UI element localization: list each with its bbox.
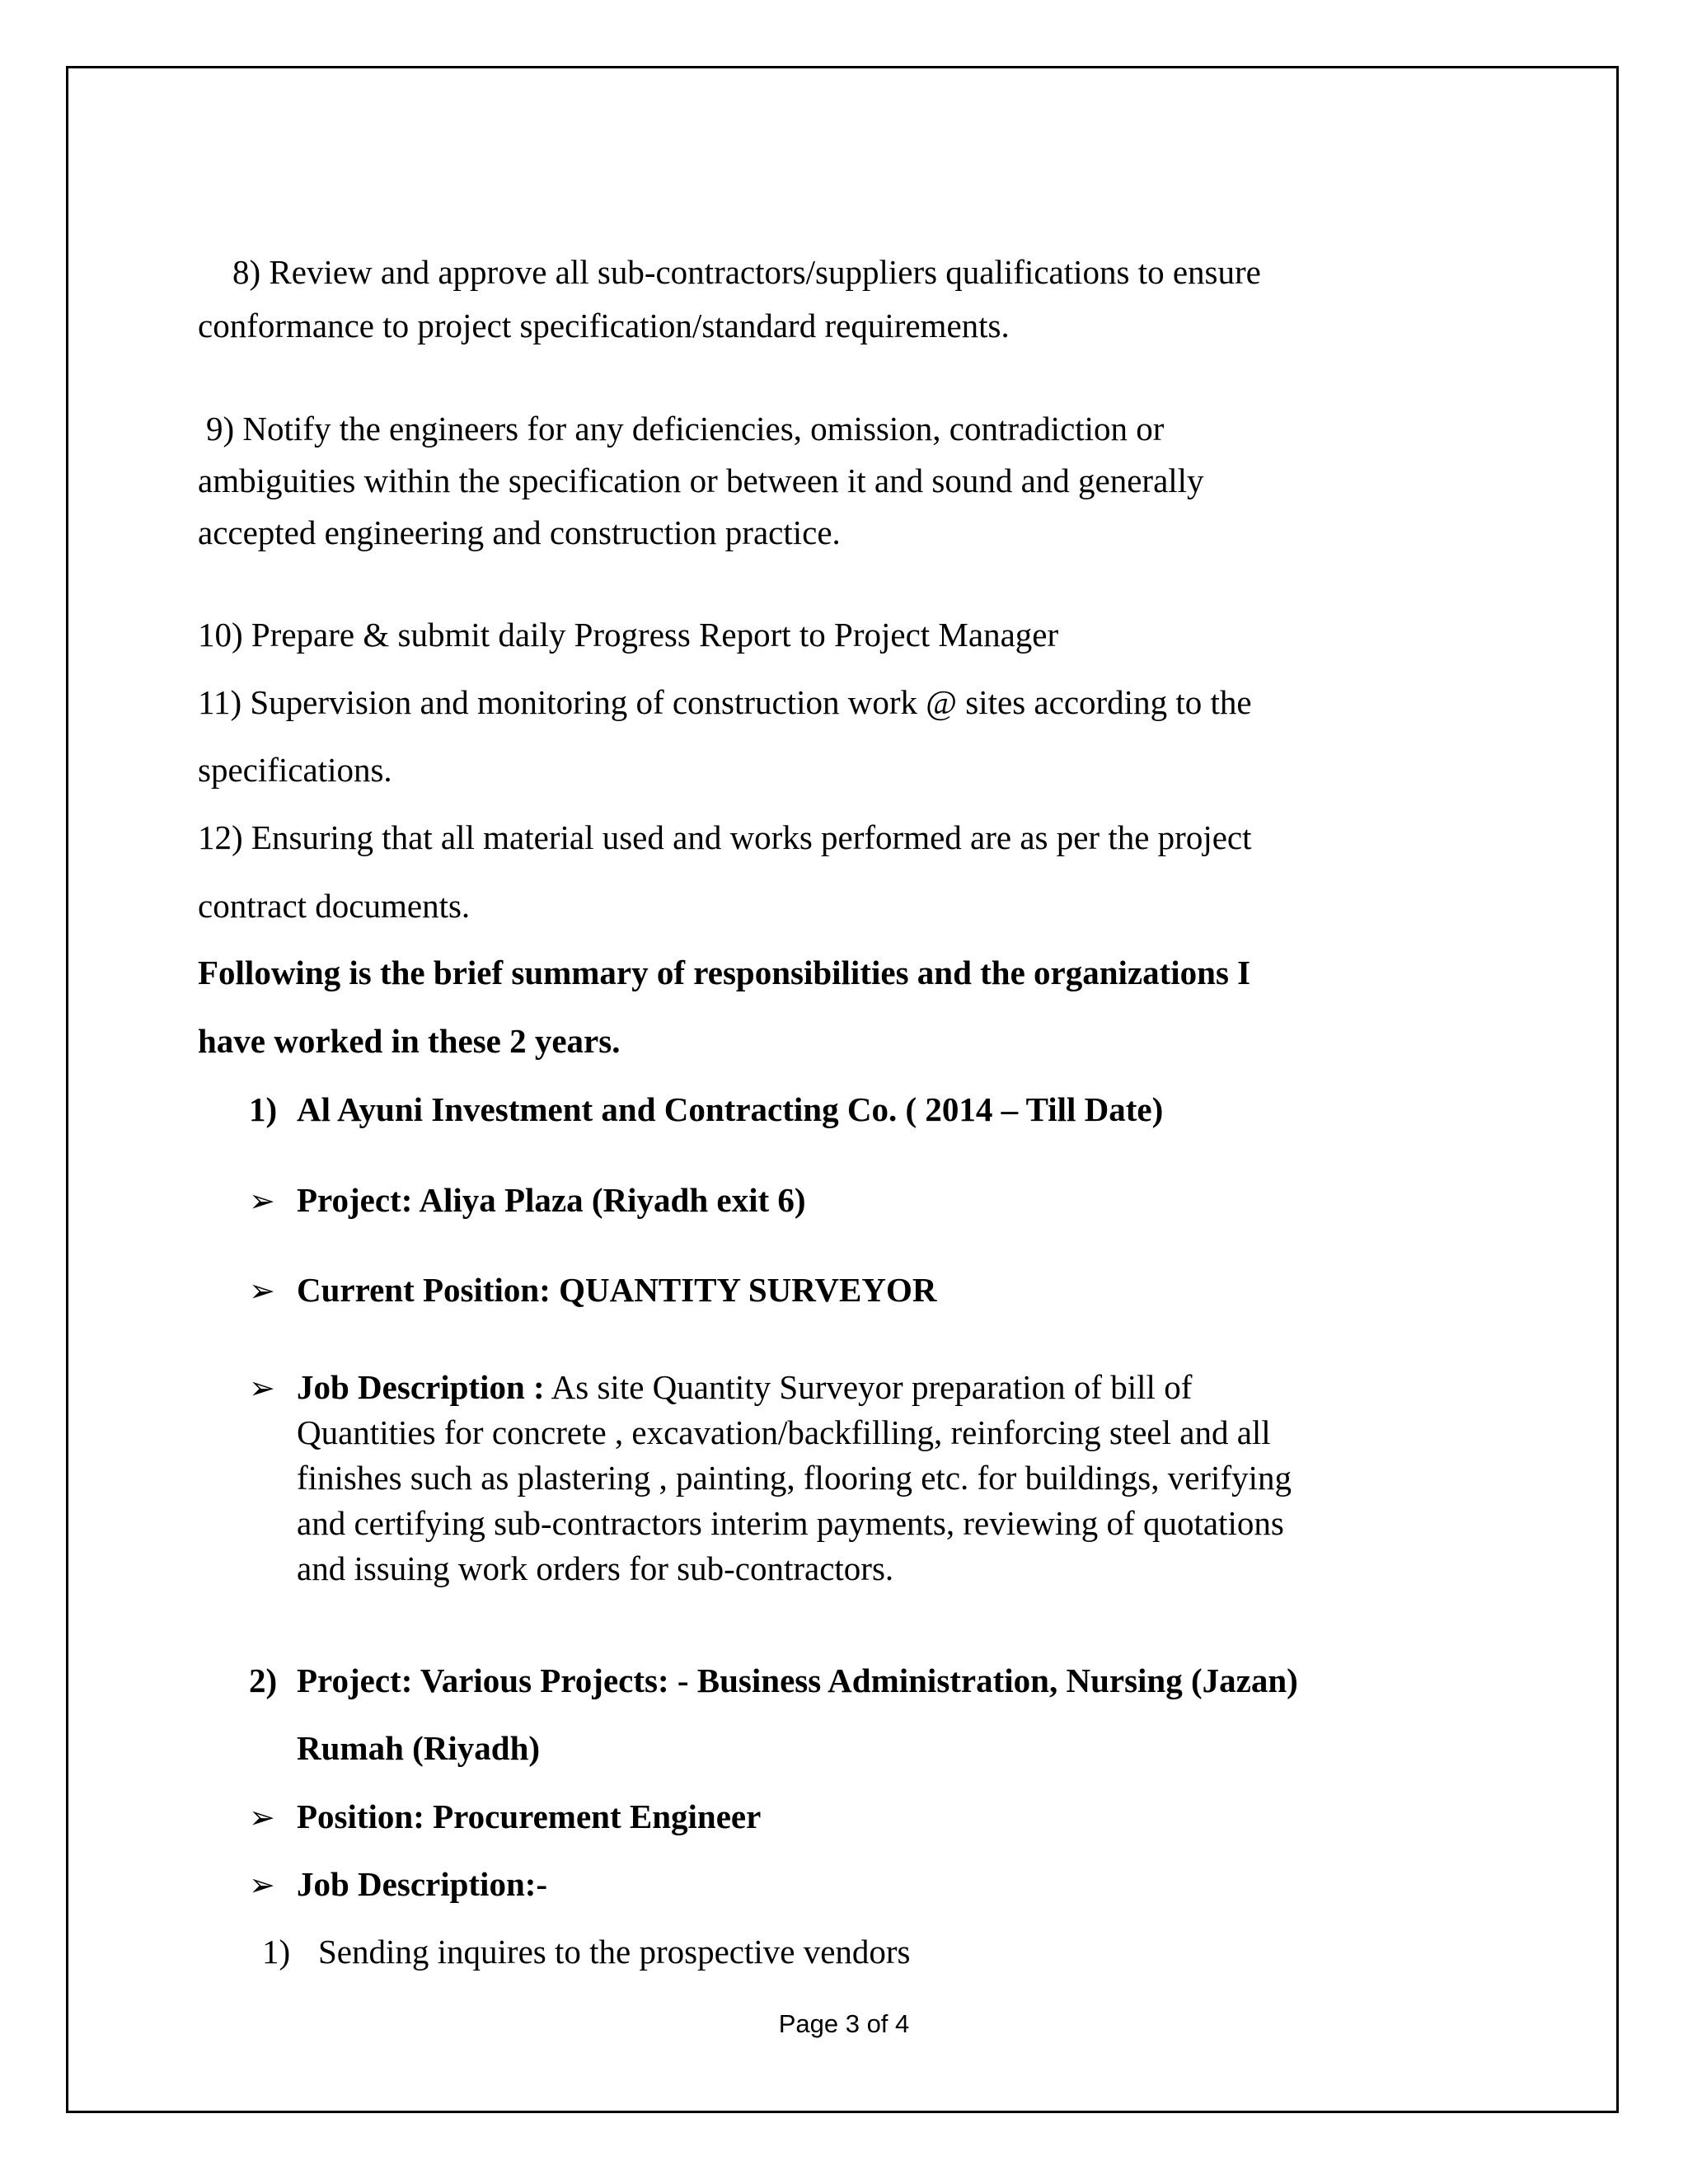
org-1-job-line-4: and certifying sub-contractors interim payments, reviewing of quotations	[297, 1504, 1284, 1542]
org-2-heading-line-2: Rumah (Riyadh)	[297, 1729, 541, 1767]
item-12-line-1: 12) Ensuring that all material used and works performed are as per the project	[198, 818, 1252, 856]
item-10: 10) Prepare & submit daily Progress Report to Project Manager	[198, 616, 1059, 654]
item-8-line-2: conformance to project specification/standard requirements.	[198, 307, 1010, 344]
org-2-job-label: Job Description:-	[297, 1865, 548, 1903]
org-1-job-line-1	[297, 1368, 1193, 1406]
bullet-arrow-icon: ➢	[249, 1867, 275, 1903]
item-11-line-1: 11) Supervision and monitoring of construction work @ sites according to the	[198, 683, 1252, 721]
org-1-number: 1)	[249, 1090, 278, 1128]
org-1-job-line-2: Quantities for concrete , excavation/backfilling, reinforcing steel and all	[297, 1413, 1271, 1451]
org-1-job-line-3: finishes such as plastering , painting, flooring etc. for buildings, verifying	[297, 1459, 1292, 1497]
org-1-job-text-1: As site Quantity Surveyor preparation of bill of	[551, 1368, 1193, 1406]
item-11-line-2: specifications.	[198, 751, 392, 789]
org-2-task-1-number: 1)	[262, 1933, 291, 1971]
org-2-number: 2)	[249, 1661, 278, 1699]
summary-line-2: have worked in these 2 years.	[198, 1022, 621, 1060]
bullet-arrow-icon: ➢	[249, 1183, 275, 1219]
bullet-arrow-icon: ➢	[249, 1272, 275, 1309]
org-1-job-line-5: and issuing work orders for sub-contractors.	[297, 1549, 894, 1587]
item-9-line-1: 9) Notify the engineers for any deficiencies, omission, contradiction or	[206, 410, 1165, 448]
org-1-project: Project: Aliya Plaza (Riyadh exit 6)	[297, 1181, 806, 1219]
page-number: Page 3 of 4	[778, 2009, 910, 2038]
item-12-line-2: contract documents.	[198, 887, 471, 925]
bullet-arrow-icon: ➢	[249, 1370, 275, 1406]
item-9-line-2: ambiguities within the specification or between it and sound and generally	[198, 462, 1204, 499]
org-1-job-label: Job Description :	[297, 1368, 545, 1406]
org-2-task-1: Sending inquires to the prospective vendors	[318, 1933, 911, 1971]
item-8-line-1: 8) Review and approve all sub-contractors/suppliers qualifications to ensure	[232, 253, 1261, 291]
org-1-heading: Al Ayuni Investment and Contracting Co. ( 2014 – Till Date)	[297, 1090, 1164, 1128]
bullet-arrow-icon: ➢	[249, 1799, 275, 1835]
org-1-position: Current Position: QUANTITY SURVEYOR	[297, 1271, 937, 1309]
org-2-heading-line-1: Project: Various Projects: - Business Administration, Nursing (Jazan)	[297, 1661, 1298, 1699]
item-9-line-3: accepted engineering and construction practice.	[198, 513, 841, 551]
summary-line-1: Following is the brief summary of responsibilities and the organizations I	[198, 954, 1251, 991]
org-2-position: Position: Procurement Engineer	[297, 1797, 762, 1835]
